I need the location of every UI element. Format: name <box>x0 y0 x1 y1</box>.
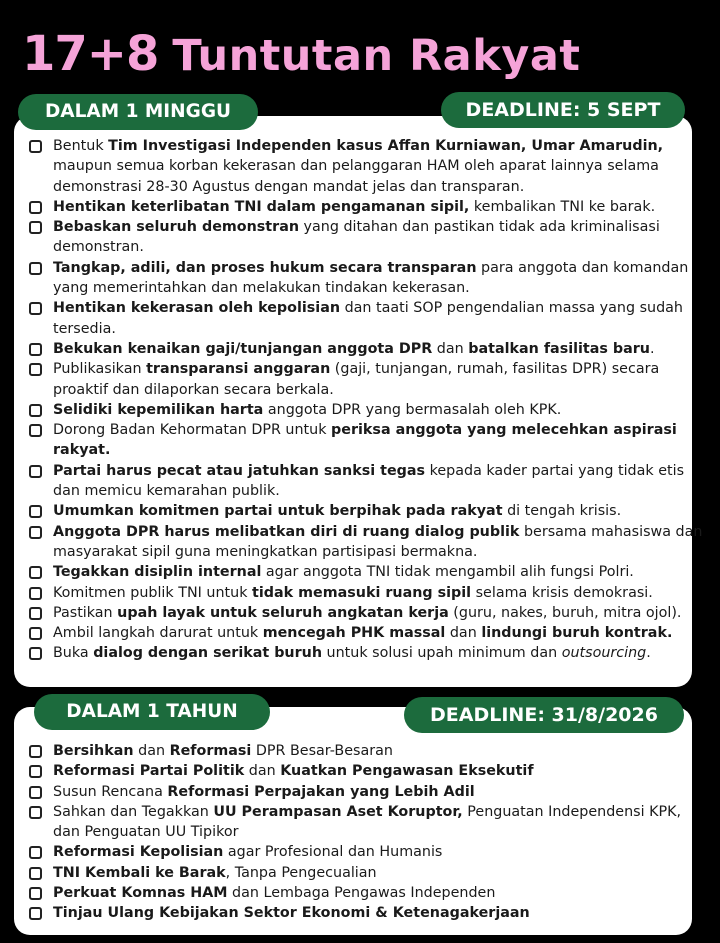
year-demand-item <box>26 741 708 761</box>
demand-text-bold: Tegakkan disiplin internal <box>53 564 262 581</box>
week-demand-item <box>26 522 708 563</box>
demand-text-bold: Hentikan kekerasan oleh kepolisian <box>53 300 341 317</box>
demand-text-bold: Anggota DPR harus melibatkan diri di ruang dialog publik <box>53 523 520 540</box>
demand-text-bold: mencegah PHK massal <box>262 625 446 642</box>
checkbox[interactable] <box>29 424 42 437</box>
checkbox[interactable] <box>29 627 42 640</box>
demand-text: Komitmen publik TNI untuk tidak memasuki ruang sipil selama krisis demokrasi. <box>53 584 653 601</box>
week-demand-item <box>26 501 708 521</box>
demand-text: Bebaskan seluruh demonstran yang ditahan dan pastikan tidak ada kriminalisasi demonstran. <box>53 219 660 256</box>
week-section-label: DALAM 1 MINGGU <box>18 94 258 130</box>
demand-text: Bentuk Tim Investigasi Independen kasus Affan Kurniawan, Umar Amarudin, maupun semua korban kekerasan dan pelanggaran HAM oleh aparat lainnya selama demonstrasi 28-30 Agustus dengan mandat jelas dan transparan. <box>53 138 664 195</box>
week-demand-item <box>26 339 708 359</box>
week-demands-list <box>26 136 708 664</box>
checkbox[interactable] <box>29 607 42 620</box>
demand-text: TNI Kembali ke Barak, Tanpa Pengecualian <box>53 864 377 881</box>
demand-text-bold: Bebaskan seluruh demonstran <box>53 219 300 236</box>
demand-text-bold: Perkuat Komnas HAM <box>53 885 228 902</box>
demand-text-bold: TNI Kembali ke Barak <box>53 864 226 881</box>
demand-text-bold: Tinjau Ulang Kebijakan Sektor Ekonomi & Ketenagakerjaan <box>53 905 530 922</box>
page-title <box>22 26 581 82</box>
checkbox[interactable] <box>29 404 42 417</box>
demand-text-bold: upah layak untuk seluruh angkatan kerja <box>117 604 449 621</box>
week-demand-item <box>26 359 708 400</box>
checkbox[interactable] <box>29 201 42 214</box>
demand-text-bold: Bersihkan <box>53 743 134 759</box>
demand-text: Partai harus pecat atau jatuhkan sanksi tegas kepada kader partai yang tidak etis dan memicu kemarahan publik. <box>53 462 685 500</box>
demand-text-bold: Selidiki kepemilikan harta <box>53 401 264 418</box>
demand-text-bold: Tangkap, adili, dan proses hukum secara transparan <box>53 259 477 276</box>
year-demands-list <box>26 741 708 924</box>
checkbox[interactable] <box>29 846 42 859</box>
checkbox[interactable] <box>29 806 42 819</box>
demand-text <box>53 905 530 921</box>
checkbox[interactable] <box>29 526 42 539</box>
year-demand-item <box>26 842 708 862</box>
checkbox[interactable] <box>29 343 42 356</box>
year-demand-item <box>26 863 708 883</box>
checkbox[interactable] <box>29 363 42 376</box>
checkbox[interactable] <box>29 887 42 900</box>
checkbox[interactable] <box>29 221 42 234</box>
checkbox[interactable] <box>29 745 42 758</box>
demand-text-bold: tidak memasuki ruang sipil <box>252 584 472 601</box>
week-demand-item <box>26 583 708 603</box>
year-deadline-badge: DEADLINE: 31/8/2026 <box>404 697 684 733</box>
demand-text: Buka dialog dengan serikat buruh untuk solusi upah minimum dan outsourcing. <box>53 645 651 662</box>
demand-text-bold: Bekukan kenaikan gaji/tunjangan anggota DPR <box>53 340 433 357</box>
demand-text-italic: outsourcing <box>561 645 647 662</box>
checkbox[interactable] <box>29 262 42 275</box>
demand-text: Susun Rencana Reformasi Perpajakan yang Lebih Adil <box>53 783 475 800</box>
checkbox[interactable] <box>29 765 42 778</box>
demand-text: Pastikan upah layak untuk seluruh angkatan kerja (guru, nakes, buruh, mitra ojol). <box>53 604 682 621</box>
demand-text: Bersihkan dan Reformasi DPR Besar-Besaran <box>53 743 393 759</box>
week-demand-item <box>26 603 708 623</box>
checkbox[interactable] <box>29 587 42 600</box>
demand-text: Tangkap, adili, dan proses hukum secara transparan para anggota dan komandan yang memerintahkan dan melakukan tindakan kekerasan. <box>53 259 689 297</box>
week-demand-item <box>26 197 708 217</box>
checkbox[interactable] <box>29 867 42 880</box>
demand-text: Ambil langkah darurat untuk mencegah PHK massal dan lindungi buruh kontrak. <box>53 625 673 642</box>
demand-text-bold: Hentikan keterlibatan TNI dalam pengamanan sipil, <box>53 198 470 215</box>
checkbox[interactable] <box>29 465 42 478</box>
demand-text: Reformasi Partai Politik dan Kuatkan Pengawasan Eksekutif <box>53 763 534 780</box>
demand-text-bold: batalkan fasilitas baru <box>468 340 650 357</box>
demand-text-bold: Tim Investigasi Independen kasus Affan Kurniawan, Umar Amarudin, <box>108 138 664 154</box>
checkbox[interactable] <box>29 140 42 153</box>
year-demand-item <box>26 761 708 781</box>
demand-text: Hentikan kekerasan oleh kepolisian dan taati SOP pengendalian massa yang sudah tersedia. <box>53 300 683 337</box>
week-demand-item <box>26 136 708 197</box>
week-deadline-badge: DEADLINE: 5 SEPT <box>441 92 685 128</box>
demand-text-bold: Reformasi Partai Politik <box>53 763 245 780</box>
week-demand-item <box>26 420 708 461</box>
title-text: Tuntutan Rakyat <box>172 31 581 81</box>
week-demand-item <box>26 623 708 643</box>
checkbox[interactable] <box>29 786 42 799</box>
demand-text: Reformasi Kepolisian agar Profesional dan Humanis <box>53 844 443 861</box>
week-demand-item <box>26 217 708 258</box>
demand-text-bold: Reformasi Perpajakan yang Lebih Adil <box>167 783 475 800</box>
demand-text-bold: UU Perampasan Aset Koruptor, <box>213 803 463 820</box>
demand-text-bold: Umumkan komitmen partai untuk berpihak pada rakyat <box>53 503 503 520</box>
checkbox[interactable] <box>29 505 42 518</box>
title-number: 17+8 <box>22 26 159 82</box>
demand-text-bold: lindungi buruh kontrak. <box>481 625 673 642</box>
demand-text: Anggota DPR harus melibatkan diri di ruang dialog publik bersama mahasiswa dan masyarakat sipil guna meningkatkan partisipasi bermakna. <box>53 523 703 560</box>
week-demand-item <box>26 562 708 582</box>
demand-text: Umumkan komitmen partai untuk berpihak pada rakyat di tengah krisis. <box>53 503 622 520</box>
week-demand-item <box>26 298 708 339</box>
week-demand-item <box>26 258 708 299</box>
year-demand-item <box>26 802 708 843</box>
demand-text: Hentikan keterlibatan TNI dalam pengamanan sipil, kembalikan TNI ke barak. <box>53 198 656 215</box>
demand-text-bold: Kuatkan Pengawasan Eksekutif <box>280 763 534 780</box>
checkbox[interactable] <box>29 647 42 660</box>
demand-text: Selidiki kepemilikan harta anggota DPR yang bermasalah oleh KPK. <box>53 401 562 418</box>
checkbox[interactable] <box>29 566 42 579</box>
demand-text: Dorong Badan Kehormatan DPR untuk periksa anggota yang melecehkan aspirasi rakyat. <box>53 422 677 459</box>
demand-text-bold: Reformasi Kepolisian <box>53 844 224 861</box>
year-section-label: DALAM 1 TAHUN <box>34 694 270 730</box>
demand-text-bold: periksa anggota yang melecehkan aspirasi rakyat. <box>53 422 677 459</box>
demand-text: Sahkan dan Tegakkan UU Perampasan Aset Koruptor, Penguatan Independensi KPK, dan Penguatan UU Tipikor <box>53 803 682 841</box>
demand-text-bold: Reformasi <box>169 743 252 759</box>
week-demand-item <box>26 400 708 420</box>
demand-text-bold: dialog dengan serikat buruh <box>93 645 323 662</box>
demand-text: Perkuat Komnas HAM dan Lembaga Pengawas Independen <box>53 885 496 902</box>
checkbox[interactable] <box>29 302 42 315</box>
year-demand-item <box>26 782 708 802</box>
demand-text: Tegakkan disiplin internal agar anggota TNI tidak mengambil alih fungsi Polri. <box>53 564 634 581</box>
demand-text: Publikasikan transparansi anggaran (gaji, tunjangan, rumah, fasilitas DPR) secara proaktif dan dilaporkan secara berkala. <box>53 361 660 398</box>
checkbox[interactable] <box>29 907 42 920</box>
demand-text: Bekukan kenaikan gaji/tunjangan anggota DPR dan batalkan fasilitas baru. <box>53 340 655 357</box>
week-demand-item <box>26 461 708 502</box>
year-demand-item <box>26 883 708 903</box>
year-demand-item <box>26 903 708 923</box>
week-demand-item <box>26 643 708 663</box>
demand-text-bold: Partai harus pecat atau jatuhkan sanksi tegas <box>53 462 426 479</box>
demand-text-bold: transparansi anggaran <box>146 361 331 378</box>
